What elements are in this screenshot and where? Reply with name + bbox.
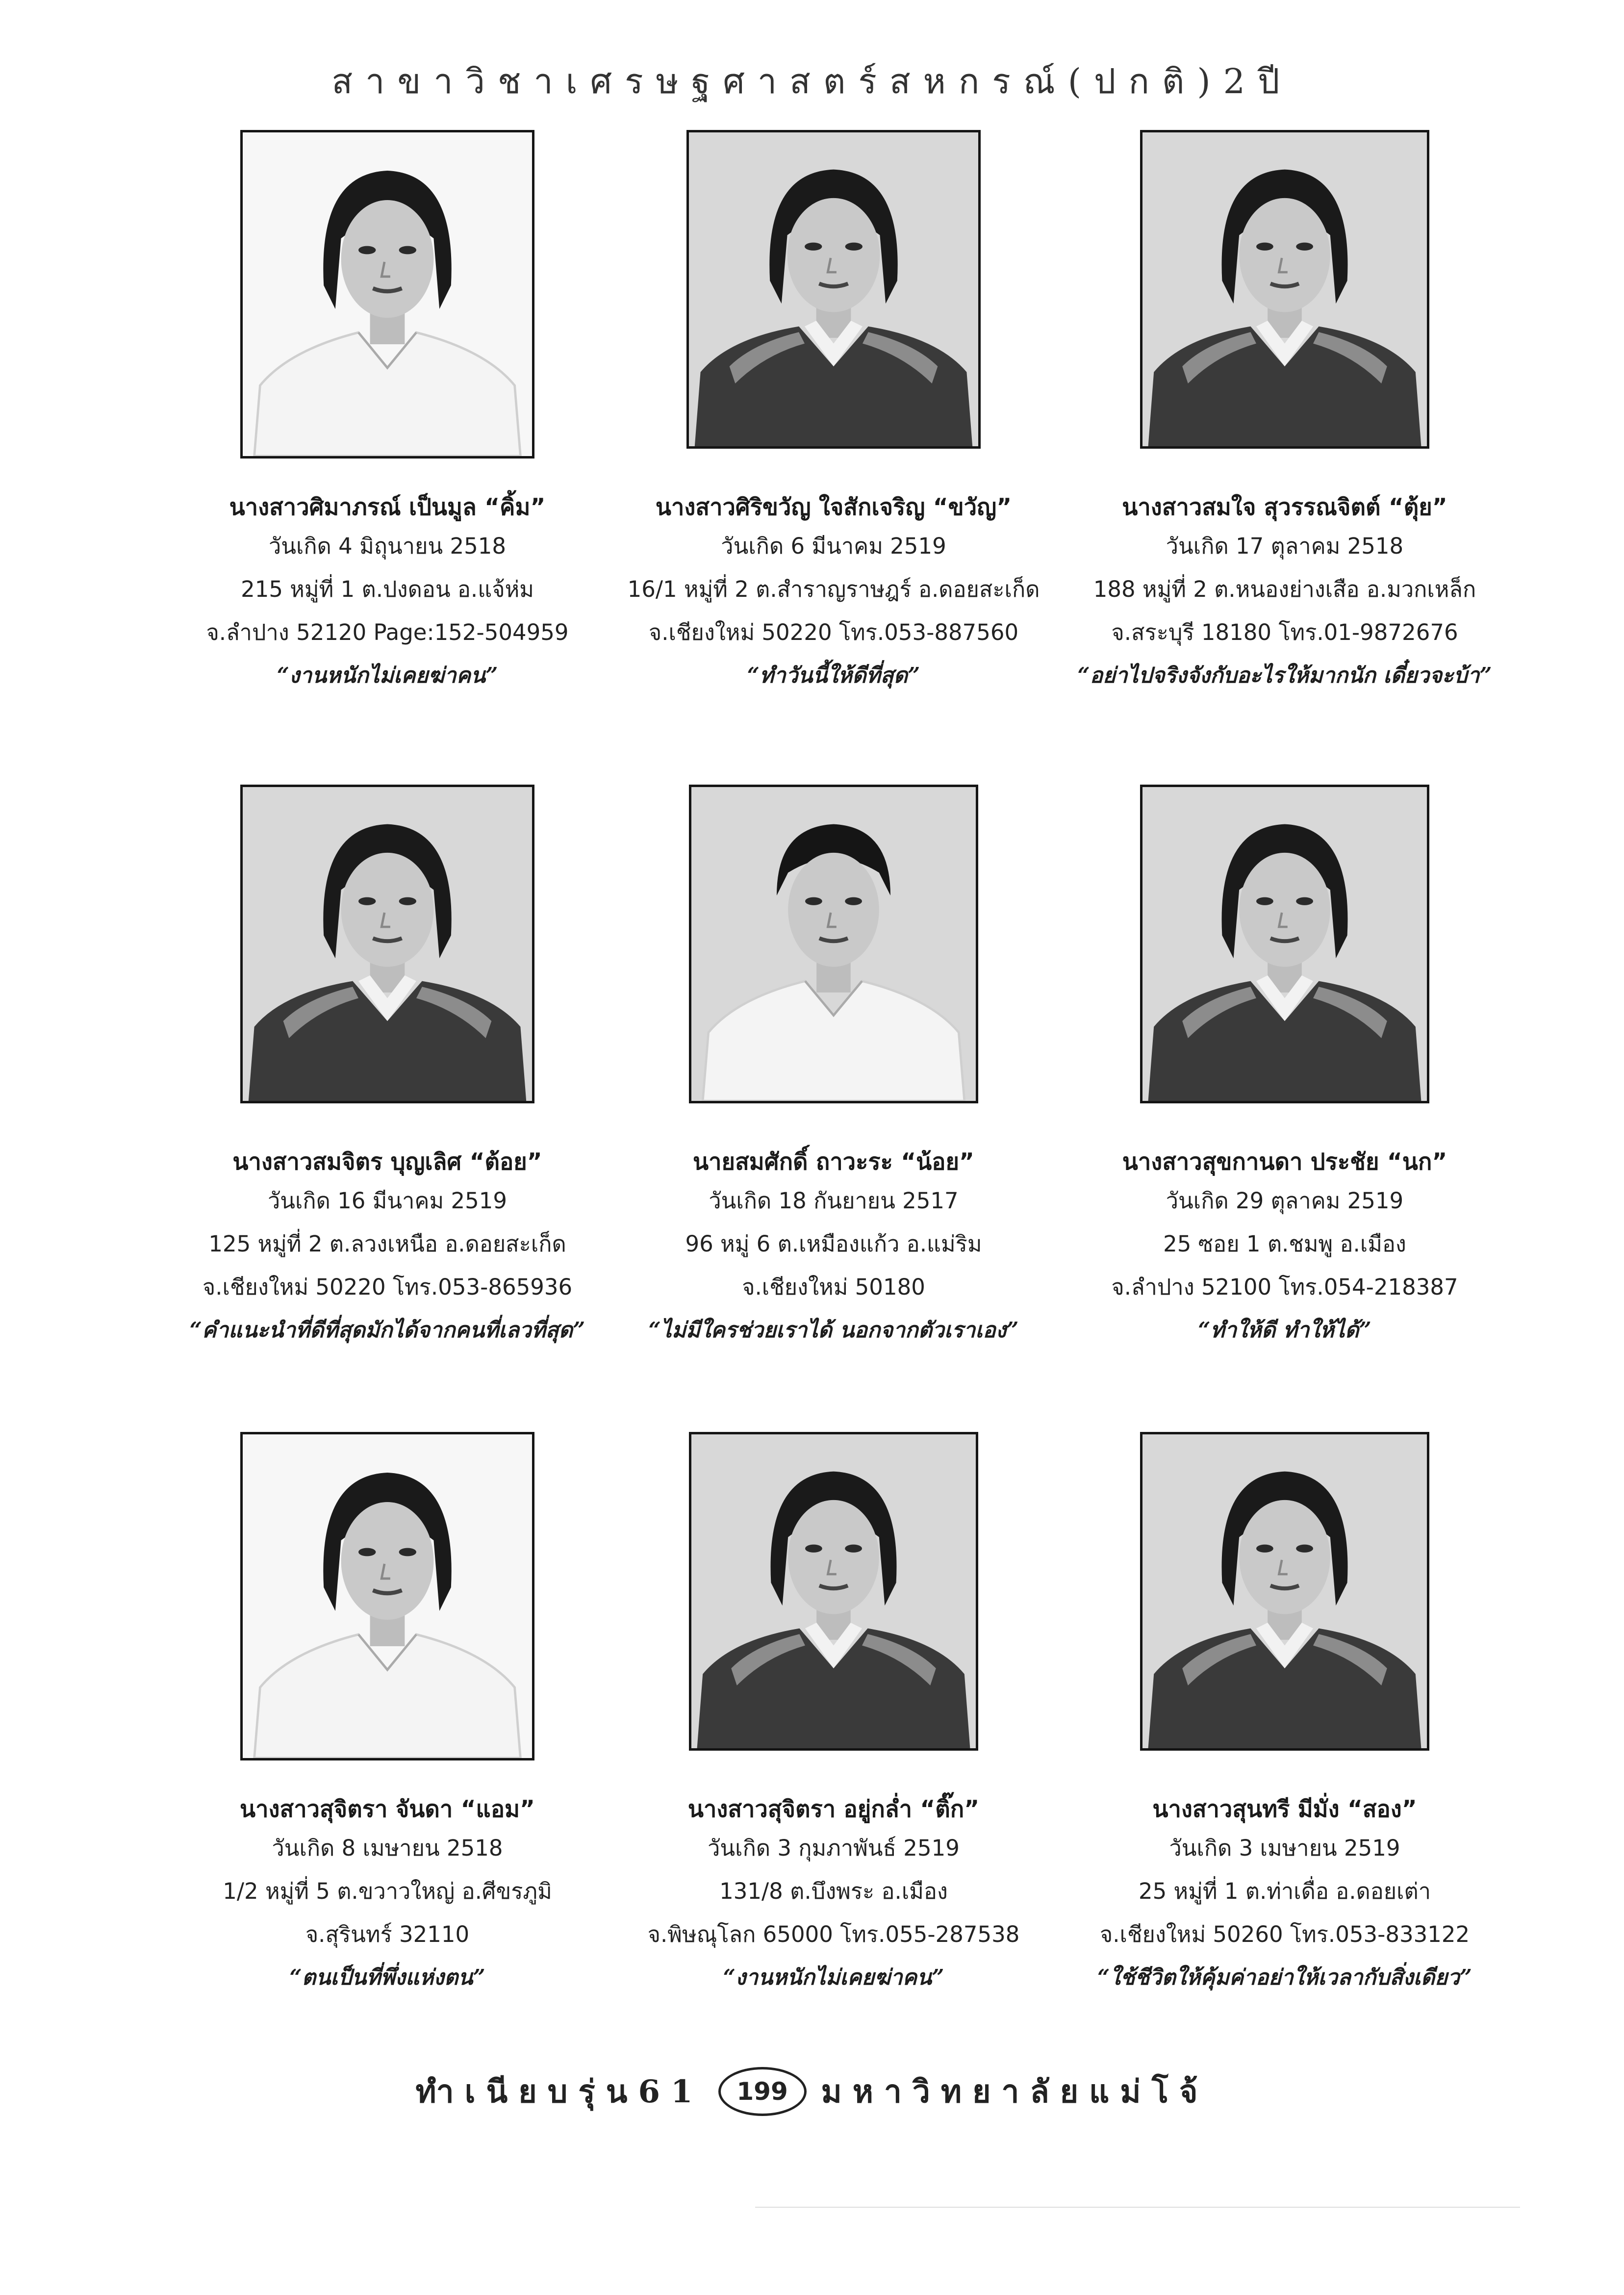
graduate-card (1022, 0, 1547, 2295)
address-line-1: 16/1 หมู่ที่ 2 ต.สำราญราษฎร์ อ.ดอยสะเก็ด (627, 576, 1040, 602)
graduate-name: นางสาวสุขกานดา ประชัย “นก” (1122, 1148, 1447, 1175)
address-line-2: จ.ลำปาง 52120 Page:152-504959 (206, 619, 569, 645)
graduate-name: นางสาวสุนทรี มีมั่ง “สอง” (1152, 1796, 1417, 1823)
address-line-2: จ.เชียงใหม่ 50220 โทร.053-865936 (202, 1274, 573, 1300)
yearbook-label: ทำเนียบรุ่น61 (415, 2073, 704, 2110)
birth-date: วันเกิด 3 กุมภาพันธ์ 2519 (708, 1835, 960, 1861)
graduate-name: นายสมศักดิ์ ถาวะระ “น้อย” (693, 1148, 974, 1175)
address-line-1: 25 ซอย 1 ต.ชมพู อ.เมือง (1163, 1231, 1406, 1257)
portrait-photo (240, 1432, 534, 1760)
address-line-2: จ.พิษณุโลก 65000 โทร.055-287538 (647, 1921, 1020, 1947)
motto-quote: “ใช้ชีวิตให้คุ้มค่าอย่าให้เวลากับสิ่งเดียว” (1097, 1965, 1472, 1990)
footer (0, 2065, 1624, 2118)
address-line-2: จ.เชียงใหม่ 50180 (742, 1274, 925, 1300)
page-title: สาขาวิชาเศรษฐศาสตร์สหกรณ์(ปกติ)2ปี (331, 61, 1293, 102)
address-line-2: จ.สุรินทร์ 32110 (305, 1921, 470, 1947)
birth-date: วันเกิด 16 มีนาคม 2519 (267, 1188, 508, 1214)
birth-date: วันเกิด 8 เมษายน 2518 (272, 1835, 503, 1861)
graduate-name: นางสาวสมจิตร บุญเลิศ “ต้อย” (232, 1148, 542, 1175)
graduate-name: นางสาวศิริขวัญ ใจสักเจริญ “ขวัญ” (655, 494, 1012, 521)
birth-date: วันเกิด 17 ตุลาคม 2518 (1166, 533, 1404, 559)
graduate-name: นางสาวสุจิตรา จันดา “แอม” (240, 1796, 535, 1823)
address-line-1: 125 หมู่ที่ 2 ต.ลวงเหนือ อ.ดอยสะเก็ด (208, 1231, 566, 1257)
address-line-1: 96 หมู่ 6 ต.เหมืองแก้ว อ.แม่ริม (685, 1231, 982, 1257)
graduate-name: นางสาวสุจิตรา อยู่กล่ำ “ติ๊ก” (687, 1796, 980, 1823)
graduate-info (571, 1792, 1096, 1999)
portrait-photo (689, 1432, 978, 1751)
birth-date: วันเกิด 4 มิถุนายน 2518 (268, 533, 506, 559)
address-line-1: 188 หมู่ที่ 2 ต.หนองย่างเสือ อ.มวกเหล็ก (1093, 576, 1476, 602)
address-line-1: 1/2 หมู่ที่ 5 ต.ขวาวใหญ่ อ.ศีขรภูมิ (223, 1878, 552, 1904)
motto-quote: “ทำวันนี้ให้ดีที่สุด” (747, 663, 920, 688)
page-number: 199 (718, 2067, 807, 2116)
divider (755, 2207, 1520, 2208)
address-line-2: จ.เชียงใหม่ 50220 โทร.053-887560 (648, 619, 1019, 645)
motto-quote: “ทำให้ดี ทำให้ได้” (1198, 1318, 1371, 1343)
portrait-image (243, 1434, 532, 1758)
address-line-2: จ.สระบุรี 18180 โทร.01-9872676 (1111, 619, 1458, 645)
motto-quote: “ตนเป็นที่พึ่งแห่งตน” (289, 1965, 485, 1990)
university-name: มหาวิทยาลัยแม่โจ้ (821, 2073, 1209, 2110)
portrait-image (691, 1434, 976, 1748)
motto-quote: “คำแนะนำที่ดีที่สุดมักได้จากคนที่เลวที่สุด” (189, 1318, 585, 1343)
birth-date: วันเกิด 29 ตุลาคม 2519 (1166, 1188, 1404, 1214)
motto-quote: “ไม่มีใครช่วยเราได้ นอกจากตัวเราเอง” (648, 1318, 1019, 1343)
graduate-name: นางสาวสมใจ สุวรรณจิตต์ “ตุ้ย” (1122, 494, 1447, 521)
address-line-2: จ.ลำปาง 52100 โทร.054-218387 (1111, 1274, 1458, 1300)
motto-quote: “งานหนักไม่เคยฆ่าคน” (723, 1965, 944, 1990)
motto-quote: “งานหนักไม่เคยฆ่าคน” (277, 663, 498, 688)
graduate-card (571, 0, 1096, 2295)
address-line-1: 215 หมู่ที่ 1 ต.ปงดอน อ.แจ้ห่ม (241, 576, 534, 602)
birth-date: วันเกิด 18 กันยายน 2517 (709, 1188, 959, 1214)
graduate-name: นางสาวศิมาภรณ์ เป็นมูล “คิ้ม” (229, 494, 546, 521)
graduate-info (1022, 1792, 1547, 1999)
birth-date: วันเกิด 6 มีนาคม 2519 (721, 533, 946, 559)
address-line-1: 131/8 ต.บึงพระ อ.เมือง (719, 1878, 948, 1904)
portrait-photo (1140, 1432, 1429, 1751)
address-line-1: 25 หมู่ที่ 1 ต.ท่าเดื่อ อ.ดอยเต่า (1138, 1878, 1431, 1904)
portrait-image (1142, 1434, 1427, 1748)
address-line-2: จ.เชียงใหม่ 50260 โทร.053-833122 (1099, 1921, 1470, 1947)
birth-date: วันเกิด 3 เมษายน 2519 (1169, 1835, 1400, 1861)
motto-quote: “อย่าไปจริงจังกับอะไรให้มากนัก เดี๋ยวจะบ้า” (1077, 663, 1492, 688)
